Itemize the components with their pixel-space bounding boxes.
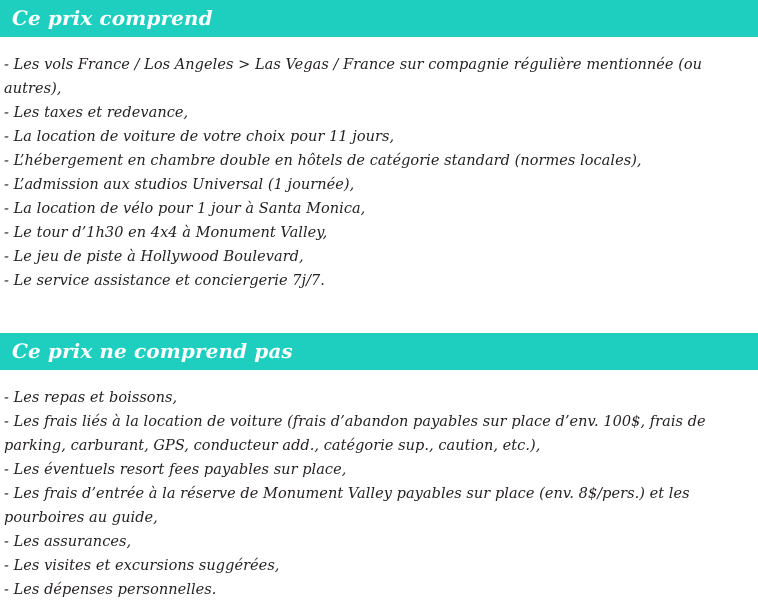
list-item: - Le jeu de piste à Hollywood Boulevard, [4, 249, 304, 265]
section-body-included [0, 37, 758, 293]
list-item: - Les frais d’entrée à la réserve de Monument Valley payables sur place (env. 8$/pers.) et les pourboires au guide, [4, 486, 690, 526]
section-not-included [0, 333, 758, 602]
section-included [0, 0, 758, 293]
list-item: - Les frais liés à la location de voiture (frais d’abandon payables sur place d’env. 100$, frais de parking, carburant, GPS, conducteur add., catégorie sup., caution, etc.), [4, 414, 706, 454]
list-item: - Le tour d’1h30 en 4x4 à Monument Valley, [4, 225, 328, 241]
list-item: - Les dépenses personnelles. [4, 582, 217, 598]
list-item: - Les vols France / Los Angeles > Las Vegas / France sur compagnie régulière mentionnée (ou autres), [4, 57, 703, 97]
list-item: - Les visites et excursions suggérées, [4, 558, 280, 574]
section-body-not-included [0, 370, 758, 602]
list-item: - Les éventuels resort fees payables sur place, [4, 462, 347, 478]
list-item: - L’hébergement en chambre double en hôtels de catégorie standard (normes locales), [4, 153, 642, 169]
section-spacer [0, 293, 758, 333]
list-item: - La location de voiture de votre choix pour 11 jours, [4, 129, 395, 145]
list-item: - L’admission aux studios Universal (1 journée), [4, 177, 355, 193]
list-item: - Les taxes et redevance, [4, 105, 189, 121]
section-title-included: Ce prix comprend [0, 0, 758, 37]
section-title-not-included: Ce prix ne comprend pas [0, 333, 758, 370]
list-item: - Les assurances, [4, 534, 132, 550]
list-item: - Le service assistance et conciergerie 7j/7. [4, 273, 325, 289]
list-item: - Les repas et boissons, [4, 390, 178, 406]
list-item: - La location de vélo pour 1 jour à Santa Monica, [4, 201, 366, 217]
